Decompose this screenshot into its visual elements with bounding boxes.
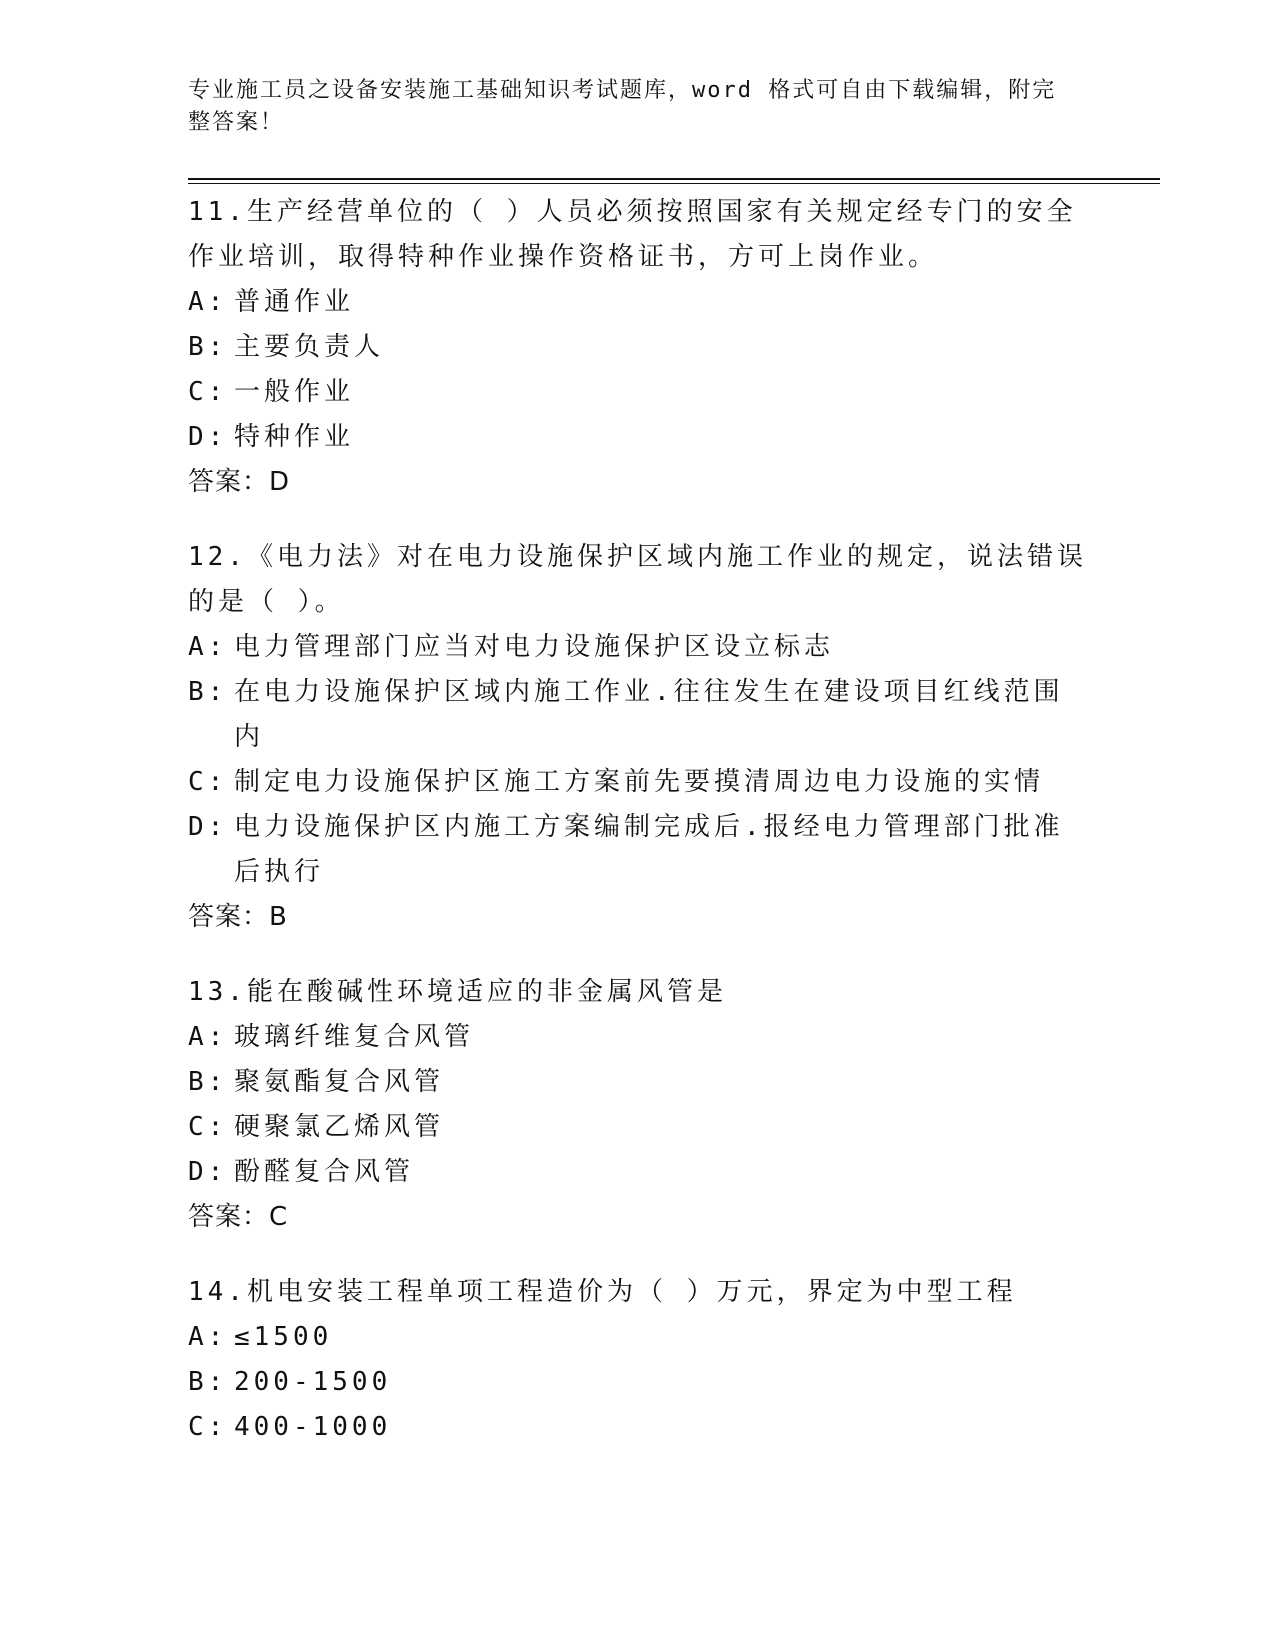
option-label: C: xyxy=(188,767,228,797)
option-a xyxy=(188,625,1088,670)
option-label: B: xyxy=(188,677,228,707)
question-stem: 12.《电力法》对在电力设施保护区域内施工作业的规定，说法错误的是（ ）。 xyxy=(188,542,1087,617)
question-11 xyxy=(188,190,1088,505)
option-c xyxy=(188,370,1088,415)
option-c xyxy=(188,1405,1088,1450)
option-text: 在电力设施保护区域内施工作业.往往发生在建设项目红线范围内 xyxy=(234,677,1064,752)
option-label: B: xyxy=(188,1067,228,1097)
document-header: 专业施工员之设备安装施工基础知识考试题库，word 格式可自由下载编辑，附完整答案！ xyxy=(188,78,1057,135)
answer-line: 答案：B xyxy=(188,902,288,932)
header-divider-thin xyxy=(188,183,1160,184)
question-stem: 11.生产经营单位的（ ）人员必须按照国家有关规定经专门的安全作业培训，取得特种作业操作资格证书，方可上岗作业。 xyxy=(188,197,1077,272)
option-text: 电力设施保护区内施工方案编制完成后.报经电力管理部门批准后执行 xyxy=(234,812,1064,887)
option-text: ≤1500 xyxy=(234,1322,333,1352)
option-text: 制定电力设施保护区施工方案前先要摸清周边电力设施的实情 xyxy=(234,767,1045,797)
option-label: D: xyxy=(188,422,228,452)
option-label: B: xyxy=(188,1367,228,1397)
option-text: 酚醛复合风管 xyxy=(234,1157,415,1187)
option-d xyxy=(188,805,1088,895)
option-text: 电力管理部门应当对电力设施保护区设立标志 xyxy=(234,632,835,662)
question-12 xyxy=(188,535,1088,940)
option-text: 普通作业 xyxy=(234,287,355,317)
option-d xyxy=(188,1150,1088,1195)
question-13 xyxy=(188,970,1088,1240)
option-text: 400-1000 xyxy=(234,1412,392,1442)
question-list xyxy=(188,190,1088,1480)
option-c xyxy=(188,1105,1088,1150)
option-label: A: xyxy=(188,1022,228,1052)
option-b xyxy=(188,670,1088,760)
option-label: A: xyxy=(188,1322,228,1352)
option-label: A: xyxy=(188,287,228,317)
option-text: 一般作业 xyxy=(234,377,355,407)
option-b xyxy=(188,1360,1088,1405)
option-label: D: xyxy=(188,1157,228,1187)
option-b xyxy=(188,325,1088,370)
option-c xyxy=(188,760,1088,805)
question-stem: 13.能在酸碱性环境适应的非金属风管是 xyxy=(188,977,727,1007)
option-d xyxy=(188,415,1088,460)
option-a xyxy=(188,1015,1088,1060)
option-text: 玻璃纤维复合风管 xyxy=(234,1022,475,1052)
answer-line: 答案：D xyxy=(188,467,291,497)
header-divider-thick xyxy=(188,178,1160,180)
option-text: 特种作业 xyxy=(234,422,355,452)
option-a xyxy=(188,1315,1088,1360)
option-b xyxy=(188,1060,1088,1105)
option-text: 硬聚氯乙烯风管 xyxy=(234,1112,445,1142)
option-text: 聚氨酯复合风管 xyxy=(234,1067,445,1097)
option-label: C: xyxy=(188,1412,228,1442)
answer-line: 答案：C xyxy=(188,1202,289,1232)
option-label: C: xyxy=(188,377,228,407)
option-label: A: xyxy=(188,632,228,662)
option-a xyxy=(188,280,1088,325)
option-label: B: xyxy=(188,332,228,362)
option-text: 主要负责人 xyxy=(234,332,385,362)
question-14 xyxy=(188,1270,1088,1450)
option-label: D: xyxy=(188,812,228,842)
option-text: 200-1500 xyxy=(234,1367,392,1397)
question-stem: 14.机电安装工程单项工程造价为（ ）万元，界定为中型工程 xyxy=(188,1277,1017,1307)
option-label: C: xyxy=(188,1112,228,1142)
